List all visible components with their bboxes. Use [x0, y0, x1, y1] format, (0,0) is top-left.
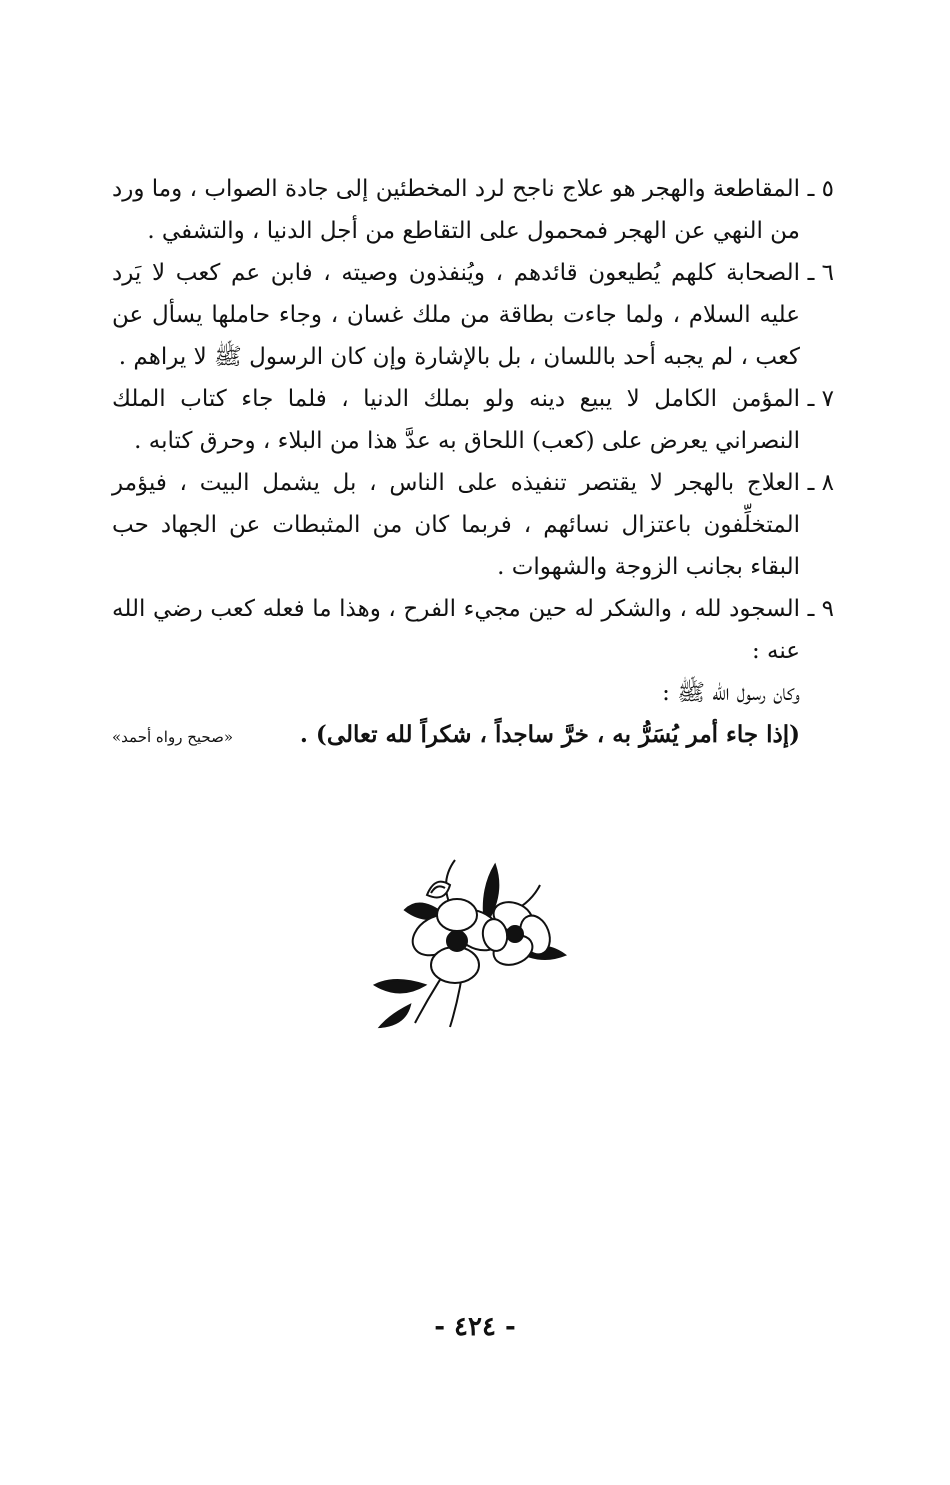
list-item [112, 252, 834, 378]
page-body [112, 168, 834, 756]
list-item [112, 588, 834, 756]
item-text-line: السجود لله ، والشكر له حين مجيء الفرح ، وهذا ما فعله كعب رضي الله عنه : [112, 596, 800, 664]
hadith-quote-row [112, 714, 800, 756]
item-text: المؤمن الكامل لا يبيع دينه ولو بملك الدنيا ، فلما جاء كتاب الملك النصراني يعرض على (كعب) اللحاق به عدَّ هذا من البلاء ، وحرق كتابه . [112, 386, 800, 454]
floral-ornament-icon [365, 855, 575, 1030]
item-number: ٩ ـ [807, 596, 834, 622]
item-text: العلاج بالهجر لا يقتصر تنفيذه على الناس ، بل يشمل البيت ، فيؤمر المتخلِّفون باعتزال نسائهم ، فربما كان من المثبطات عن الجهاد حب البقاء بجانب الزوجة والشهوات . [112, 470, 800, 580]
list-item [112, 462, 834, 588]
item-number: ٦ ـ [807, 260, 834, 286]
hadith-source: «صحيح رواه أحمد» [112, 728, 234, 746]
item-text: المقاطعة والهجر هو علاج ناجح لرد المخطئين إلى جادة الصواب ، وما ورد من النهي عن الهجر فمحمول على التقاطع من أجل الدنيا ، والتشفي . [112, 176, 800, 244]
item-number: ٥ ـ [807, 176, 834, 202]
item-number: ٨ ـ [807, 470, 834, 496]
list-item [112, 378, 834, 462]
item-text-line: وكان رسول الله ﷺ : [662, 680, 800, 706]
hadith-quote: (إذا جاء أمر يُسَرُّ به ، خرَّ ساجداً ، شكراً لله تعالى) . [299, 721, 800, 748]
item-text [112, 588, 800, 756]
page-number: - ٤٢٤ - [434, 1312, 516, 1342]
item-number: ٧ ـ [807, 386, 834, 412]
list-item [112, 168, 834, 252]
item-text: الصحابة كلهم يُطيعون قائدهم ، ويُنفذون وصيته ، فابن عم كعب لا يَرد عليه السلام ، ولما جاءت بطاقة من ملك غسان ، وجاء حاملها يسأل عن كعب ، لم يجبه أحد باللسان ، بل بالإشارة وإن كان الرسول ﷺ لا يراهم . [112, 260, 800, 370]
